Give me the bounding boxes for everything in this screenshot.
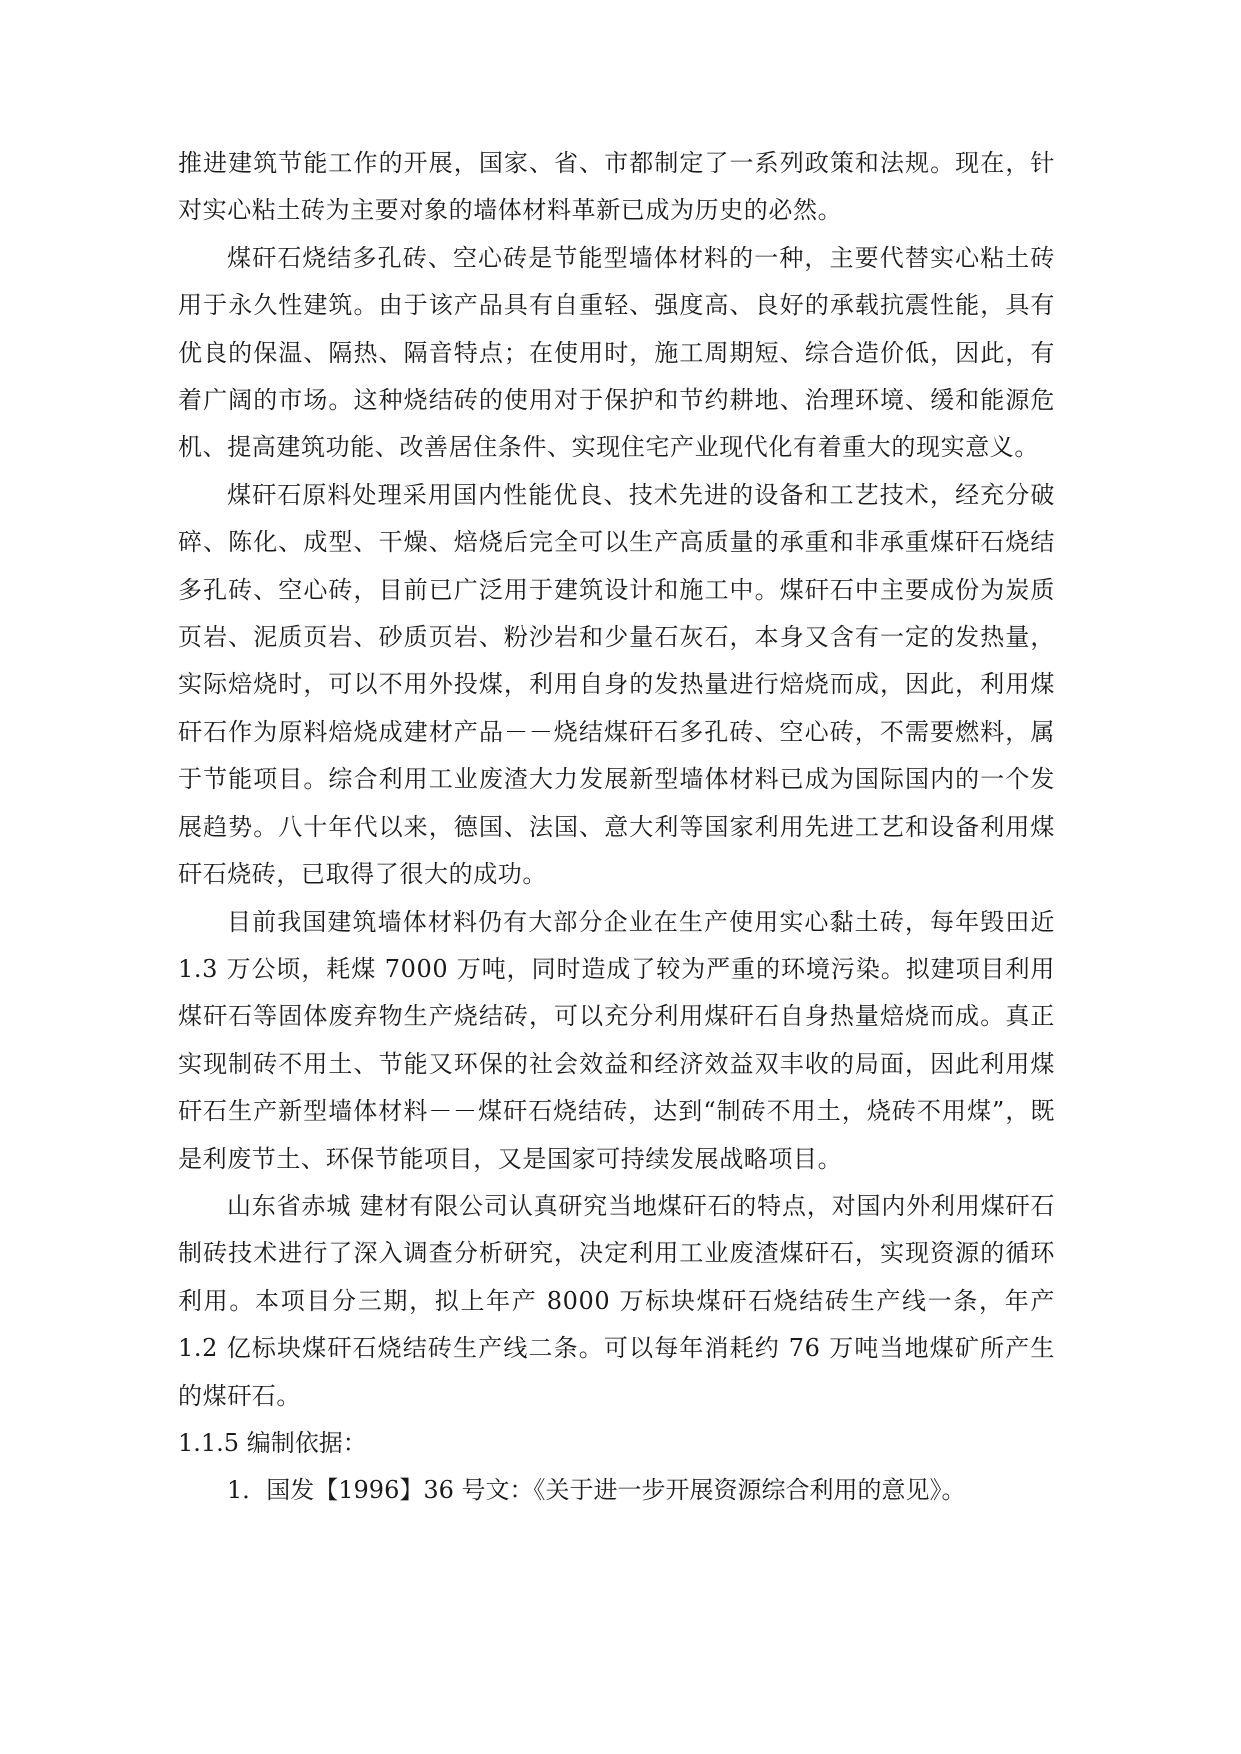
section-heading: 1.1.5 编制依据：	[178, 1428, 367, 1457]
basis-list-item: 1．国发【1996】36 号文：《关于进一步开展资源综合利用的意见》。	[227, 1476, 966, 1505]
paragraph-national-situation: 目前我国建筑墙体材料仍有大部分企业在生产使用实心黏土砖，每年毁田近1.3 万公顷，耗煤 7000 万吨，同时造成了较为严重的环境污染。拟建项目利用煤矸石等固体废弃物生产烧结砖，可以充分利用煤矸石自身热量焙烧而成。真正实现制砖不用土、节能又环保的社会效益和经济效益双丰收的局面，因此利用煤矸石生产新型墙体材料－－煤矸石烧结砖，达到“制砖不用土，烧砖不用煤”，既是利废节土、环保节能项目，又是国家可持续发展战略项目。	[178, 907, 1055, 1173]
paragraph-product-benefits: 煤矸石烧结多孔砖、空心砖是节能型墙体材料的一种，主要代替实心粘土砖用于永久性建筑。由于该产品具有自重轻、强度高、良好的承载抗震性能，具有优良的保温、隔热、隔音特点；在使用时，施工周期短、综合造价低，因此，有着广阔的市场。这种烧结砖的使用对于保护和节约耕地、治理环境、缓和能源危机、提高建筑功能、改善居住条件、实现住宅产业现代化有着重大的现实意义。	[178, 243, 1055, 462]
document-page	[178, 140, 1055, 1515]
paragraph-company-project: 山东省赤城 建材有限公司认真研究当地煤矸石的特点，对国内外利用煤矸石制砖技术进行了深入调查分析研究，决定利用工业废渣煤矸石，实现资源的循环利用。本项目分三期，拟上年产 8000 万标块煤矸石烧结砖生产线一条，年产 1.2 亿标块煤矸石烧结砖生产线二条。可以每年消耗约 76 万吨当地煤矿所产生的煤矸石。	[178, 1191, 1055, 1410]
paragraph-raw-material-process: 煤矸石原料处理采用国内性能优良、技术先进的设备和工艺技术，经充分破碎、陈化、成型、干燥、焙烧后完全可以生产高质量的承重和非承重煤矸石烧结多孔砖、空心砖，目前已广泛用于建筑设计和施工中。煤矸石中主要成份为炭质页岩、泥质页岩、砂质页岩、粉沙岩和少量石灰石，本身又含有一定的发热量，实际焙烧时，可以不用外投煤，利用自身的发热量进行焙烧而成，因此，利用煤矸石作为原料焙烧成建材产品－－烧结煤矸石多孔砖、空心砖，不需要燃料，属于节能项目。综合利用工业废渣大力发展新型墙体材料已成为国际国内的一个发展趋势。八十年代以来，德国、法国、意大利等国家利用先进工艺和设备利用煤矸石烧砖，已取得了很大的成功。	[178, 480, 1055, 889]
paragraph-policy-intro: 推进建筑节能工作的开展，国家、省、市都制定了一系列政策和法规。现在，针对实心粘土砖为主要对象的墙体材料革新已成为历史的必然。	[178, 149, 1055, 225]
